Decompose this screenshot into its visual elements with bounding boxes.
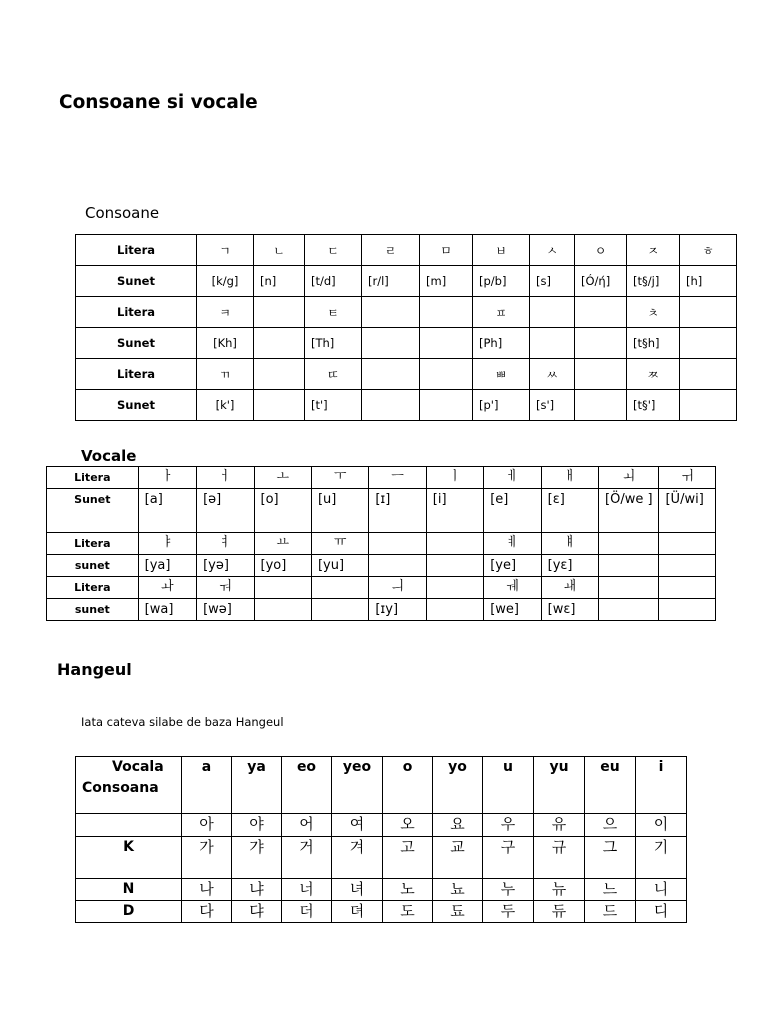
vowel-row	[47, 577, 716, 599]
consonant-sound	[254, 390, 305, 421]
consonant-letter: ㅈ	[627, 235, 680, 266]
syllable-cell: 어	[282, 814, 332, 837]
vowel-romanization: o	[383, 757, 433, 814]
consonant-sound: [t§h]	[627, 328, 680, 359]
consonant-sound: [h]	[680, 266, 737, 297]
vowel-row	[47, 489, 716, 533]
vowel-sound: [e]	[484, 489, 541, 533]
syllable-cell: 갸	[232, 837, 282, 879]
syllable-cell: 으	[585, 814, 636, 837]
vowel-letter: ㅗ	[254, 467, 311, 489]
vowel-sound: [wa]	[138, 599, 196, 621]
consonant-sound: [s]	[530, 266, 575, 297]
corner-consonant-label: Consoana	[82, 780, 159, 796]
syllable-cell: 여	[332, 814, 383, 837]
consonant-row	[76, 359, 737, 390]
syllable-cell: 유	[534, 814, 585, 837]
syllable-cell: 기	[636, 837, 687, 879]
vowel-letter: ㅔ	[484, 467, 541, 489]
vowel-sound	[659, 599, 716, 621]
consonant-label	[76, 814, 182, 837]
vowels-table	[46, 466, 716, 621]
vowel-row	[47, 555, 716, 577]
row-label: Litera	[47, 577, 139, 599]
consonant-letter	[680, 297, 737, 328]
syllable-cell: 요	[433, 814, 483, 837]
consonant-sound: [k']	[197, 390, 254, 421]
syllable-cell: 가	[182, 837, 232, 879]
syllable-cell: 두	[483, 901, 534, 923]
vowel-sound	[311, 599, 368, 621]
vowel-romanization: a	[182, 757, 232, 814]
vowel-letter: ㅛ	[254, 533, 311, 555]
vowel-letter: ㅙ	[541, 577, 598, 599]
consonant-letter	[362, 297, 420, 328]
consonant-label: K	[76, 837, 182, 879]
vowel-row	[47, 467, 716, 489]
vowel-sound: [wə]	[197, 599, 254, 621]
row-label: Litera	[47, 533, 139, 555]
syllable-cell: 니	[636, 879, 687, 901]
consonant-letter: ㅆ	[530, 359, 575, 390]
vowel-letter: ㅓ	[197, 467, 254, 489]
syllable-cell: 규	[534, 837, 585, 879]
vowels-heading: Vocale	[81, 447, 137, 465]
vowel-letter: ㅐ	[541, 467, 598, 489]
syllable-row	[76, 901, 687, 923]
consonant-sound	[362, 328, 420, 359]
vowel-letter	[311, 577, 368, 599]
vowel-row	[47, 533, 716, 555]
vowel-letter: ㅜ	[311, 467, 368, 489]
vowel-letter: ㅚ	[599, 467, 659, 489]
syllable-cell: 교	[433, 837, 483, 879]
consonant-sound	[680, 328, 737, 359]
hangeul-table	[75, 756, 687, 923]
vowel-row	[47, 599, 716, 621]
vowel-sound: [a]	[138, 489, 196, 533]
consonant-letter	[680, 359, 737, 390]
syllable-cell: 노	[383, 879, 433, 901]
vowel-letter: ㅡ	[369, 467, 426, 489]
consonant-sound	[420, 390, 473, 421]
consonant-letter: ㄱ	[197, 235, 254, 266]
consonant-sound: [Ó/ή]	[575, 266, 627, 297]
syllable-cell: 디	[636, 901, 687, 923]
row-label: sunet	[47, 599, 139, 621]
vowel-sound	[369, 555, 426, 577]
syllable-cell: 댜	[232, 901, 282, 923]
vowel-sound: [wɛ]	[541, 599, 598, 621]
row-label: Sunet	[76, 390, 197, 421]
consonant-sound: [t§/j]	[627, 266, 680, 297]
consonant-sound: [s']	[530, 390, 575, 421]
consonant-sound: [t§']	[627, 390, 680, 421]
consonant-letter: ㅊ	[627, 297, 680, 328]
syllable-cell: 우	[483, 814, 534, 837]
syllable-cell: 누	[483, 879, 534, 901]
vowel-sound: [ɪy]	[369, 599, 426, 621]
vowel-letter: ㅒ	[541, 533, 598, 555]
row-label: Litera	[76, 297, 197, 328]
consonant-row	[76, 266, 737, 297]
vowel-romanization: yeo	[332, 757, 383, 814]
consonant-sound: [r/l]	[362, 266, 420, 297]
syllable-cell: 듀	[534, 901, 585, 923]
vowel-sound: [ə]	[197, 489, 254, 533]
vowel-sound	[254, 599, 311, 621]
syllable-cell: 고	[383, 837, 433, 879]
consonant-letter	[254, 359, 305, 390]
consonant-letter	[420, 359, 473, 390]
consonant-letter: ㅂ	[473, 235, 530, 266]
consonants-heading: Consoane	[85, 204, 160, 222]
vowel-sound: [yɛ]	[541, 555, 598, 577]
consonant-sound: [m]	[420, 266, 473, 297]
vowel-sound: [we]	[484, 599, 541, 621]
corner-cell	[76, 757, 182, 814]
consonant-sound: [k/g]	[197, 266, 254, 297]
vowel-letter	[426, 533, 483, 555]
vowel-letter: ㅝ	[197, 577, 254, 599]
consonant-sound	[254, 328, 305, 359]
vowel-romanization: i	[636, 757, 687, 814]
vowel-sound: [o]	[254, 489, 311, 533]
vowel-sound: [ya]	[138, 555, 196, 577]
syllable-cell: 냐	[232, 879, 282, 901]
consonant-sound: [p']	[473, 390, 530, 421]
consonant-letter: ㅍ	[473, 297, 530, 328]
vowel-letter	[599, 577, 659, 599]
vowel-sound: [u]	[311, 489, 368, 533]
consonants-table	[75, 234, 737, 421]
syllable-cell: 도	[383, 901, 433, 923]
syllable-cell: 드	[585, 901, 636, 923]
consonant-sound	[530, 328, 575, 359]
vowel-sound: [yə]	[197, 555, 254, 577]
consonant-row	[76, 328, 737, 359]
vowel-romanization: yo	[433, 757, 483, 814]
vowel-sound: [Ö/we ]	[599, 489, 659, 533]
consonant-letter: ㅅ	[530, 235, 575, 266]
hangeul-heading: Hangeul	[57, 660, 132, 679]
syllable-cell: 너	[282, 879, 332, 901]
syllable-cell: 구	[483, 837, 534, 879]
consonant-letter	[575, 359, 627, 390]
consonant-sound: [Th]	[305, 328, 362, 359]
vowel-romanization: eo	[282, 757, 332, 814]
syllable-cell: 야	[232, 814, 282, 837]
consonant-label: D	[76, 901, 182, 923]
vowel-sound: [ye]	[484, 555, 541, 577]
vowel-letter: ㅠ	[311, 533, 368, 555]
consonant-letter: ㅁ	[420, 235, 473, 266]
vowel-sound	[426, 555, 483, 577]
consonant-letter: ㅎ	[680, 235, 737, 266]
consonant-letter	[254, 297, 305, 328]
vowel-letter	[426, 577, 483, 599]
row-label: Litera	[47, 467, 139, 489]
vowel-romanization: u	[483, 757, 534, 814]
vowel-letter: ㅣ	[426, 467, 483, 489]
vowel-letter: ㅑ	[138, 533, 196, 555]
syllable-cell: 더	[282, 901, 332, 923]
syllable-row	[76, 837, 687, 879]
syllable-row	[76, 879, 687, 901]
vowel-letter	[599, 533, 659, 555]
consonant-letter: ㅋ	[197, 297, 254, 328]
vowel-sound: [Ü/wi]	[659, 489, 716, 533]
vowel-sound	[659, 555, 716, 577]
consonant-letter	[420, 297, 473, 328]
consonant-letter: ㅉ	[627, 359, 680, 390]
consonant-sound: [p/b]	[473, 266, 530, 297]
consonant-letter: ㅌ	[305, 297, 362, 328]
consonant-letter: ㅇ	[575, 235, 627, 266]
consonant-sound: [n]	[254, 266, 305, 297]
row-label: Sunet	[47, 489, 139, 533]
vowel-romanization: ya	[232, 757, 282, 814]
vowel-letter: ㅢ	[369, 577, 426, 599]
vowel-letter	[369, 533, 426, 555]
vowel-sound	[599, 555, 659, 577]
syllable-cell: 뎌	[332, 901, 383, 923]
hangeul-header-row	[76, 757, 687, 814]
consonant-sound: [Kh]	[197, 328, 254, 359]
vowel-letter	[254, 577, 311, 599]
consonant-sound	[575, 328, 627, 359]
vowel-sound: [yu]	[311, 555, 368, 577]
consonant-sound	[575, 390, 627, 421]
row-label: Litera	[76, 235, 197, 266]
row-label: sunet	[47, 555, 139, 577]
consonant-letter: ㅃ	[473, 359, 530, 390]
consonant-sound	[362, 390, 420, 421]
syllable-cell: 오	[383, 814, 433, 837]
syllable-cell: 그	[585, 837, 636, 879]
consonant-sound: [t']	[305, 390, 362, 421]
consonant-letter	[575, 297, 627, 328]
syllable-cell: 다	[182, 901, 232, 923]
row-label: Sunet	[76, 328, 197, 359]
vowel-sound	[426, 599, 483, 621]
consonant-sound: [t/d]	[305, 266, 362, 297]
syllable-row	[76, 814, 687, 837]
consonant-letter: ㄷ	[305, 235, 362, 266]
vowel-letter: ㅞ	[484, 577, 541, 599]
vowel-romanization: yu	[534, 757, 585, 814]
vowel-letter: ㅘ	[138, 577, 196, 599]
vowel-sound: [ɛ]	[541, 489, 598, 533]
vowel-romanization: eu	[585, 757, 636, 814]
consonant-letter: ㄴ	[254, 235, 305, 266]
syllable-cell: 녀	[332, 879, 383, 901]
vowel-sound	[599, 599, 659, 621]
syllable-cell: 이	[636, 814, 687, 837]
page-title: Consoane si vocale	[59, 92, 258, 113]
vowel-letter: ㅕ	[197, 533, 254, 555]
consonant-sound: [Ph]	[473, 328, 530, 359]
consonant-letter	[362, 359, 420, 390]
consonant-label: N	[76, 879, 182, 901]
vowel-sound: [ɪ]	[369, 489, 426, 533]
consonant-row	[76, 297, 737, 328]
syllable-cell: 느	[585, 879, 636, 901]
syllable-cell: 아	[182, 814, 232, 837]
syllable-cell: 겨	[332, 837, 383, 879]
vowel-letter: ㅟ	[659, 467, 716, 489]
syllable-cell: 됴	[433, 901, 483, 923]
syllable-cell: 뉴	[534, 879, 585, 901]
consonant-row	[76, 235, 737, 266]
consonant-letter: ㄲ	[197, 359, 254, 390]
consonant-sound	[680, 390, 737, 421]
intro-text: Iata cateva silabe de baza Hangeul	[81, 715, 284, 729]
vowel-letter: ㅖ	[484, 533, 541, 555]
consonant-row	[76, 390, 737, 421]
corner-vowel-label: Vocala	[112, 759, 164, 775]
consonant-letter: ㄸ	[305, 359, 362, 390]
vowel-letter	[659, 533, 716, 555]
vowel-letter	[659, 577, 716, 599]
syllable-cell: 뇨	[433, 879, 483, 901]
vowel-letter: ㅏ	[138, 467, 196, 489]
syllable-cell: 나	[182, 879, 232, 901]
row-label: Litera	[76, 359, 197, 390]
vowel-sound: [yo]	[254, 555, 311, 577]
row-label: Sunet	[76, 266, 197, 297]
consonant-letter: ㄹ	[362, 235, 420, 266]
vowel-sound: [i]	[426, 489, 483, 533]
consonant-sound	[420, 328, 473, 359]
consonant-letter	[530, 297, 575, 328]
syllable-cell: 거	[282, 837, 332, 879]
